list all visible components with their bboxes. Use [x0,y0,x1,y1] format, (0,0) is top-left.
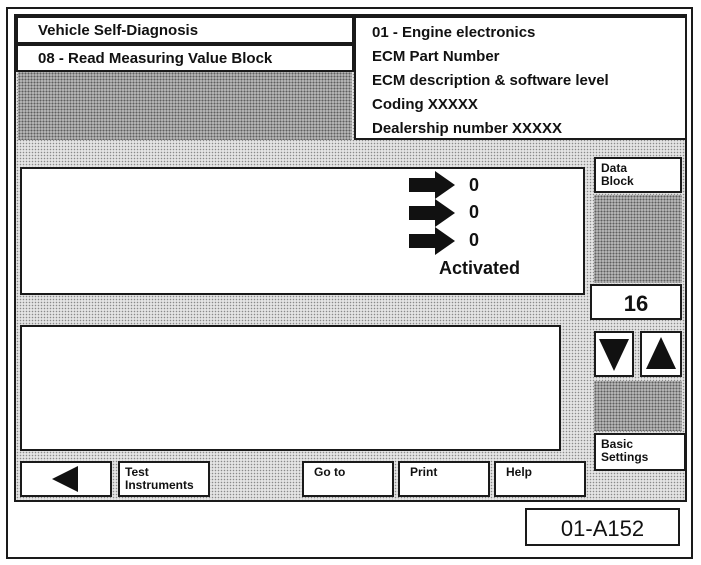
scroll-down-button[interactable] [594,331,634,377]
measuring-values-field [20,167,585,295]
data-block-label: Data Block [601,161,634,188]
print-label: Print [410,465,438,479]
measuring-value-3: 0 [469,230,480,250]
diagnosis-screen [14,14,687,502]
function-bar [16,44,354,72]
basic-settings-label: Basic Settings [601,437,649,464]
help-button[interactable] [494,461,586,497]
back-button[interactable] [20,461,112,497]
lower-display-field [20,325,561,451]
coding-value: Coding XXXXX [372,96,478,113]
figure-id: 01-A152 [560,516,645,541]
down-arrow-icon [596,333,632,375]
goto-label: Go to [314,465,346,479]
scroll-up-button[interactable] [640,331,682,377]
print-button[interactable] [398,461,490,497]
goto-button[interactable] [302,461,394,497]
page-title: Vehicle Self-Diagnosis [38,22,199,39]
header-shaded-area [18,72,352,140]
up-arrow-icon [642,333,680,375]
sidebar-shaded-area [594,195,682,283]
ecm-part-number: ECM Part Number [372,48,500,65]
block-number-display [590,284,682,320]
measuring-value-2: 0 [469,202,480,222]
figure-id-box [525,508,680,546]
dealership-number: Dealership number XXXXX [372,120,563,137]
data-block-button[interactable] [594,157,682,193]
status-text: Activated [439,258,521,278]
block-number: 16 [623,291,649,316]
help-label: Help [506,465,533,479]
basic-settings-button[interactable] [594,433,686,471]
title-bar [16,16,354,44]
back-arrow-icon [22,463,110,495]
value-3-arrow-icon [409,227,455,255]
test-instruments-button[interactable] [118,461,210,497]
control-unit-address: 01 - Engine electronics [372,24,536,41]
test-instruments-label: Test Instruments [125,465,194,492]
value-1-arrow-icon [409,171,455,199]
ecm-description: ECM description & software level [372,72,609,89]
sidebar-shaded-area-lower [594,381,682,431]
measuring-value-1: 0 [469,175,480,195]
function-title: 08 - Read Measuring Value Block [38,50,273,67]
value-2-arrow-icon [409,199,455,227]
control-unit-info [354,16,687,140]
